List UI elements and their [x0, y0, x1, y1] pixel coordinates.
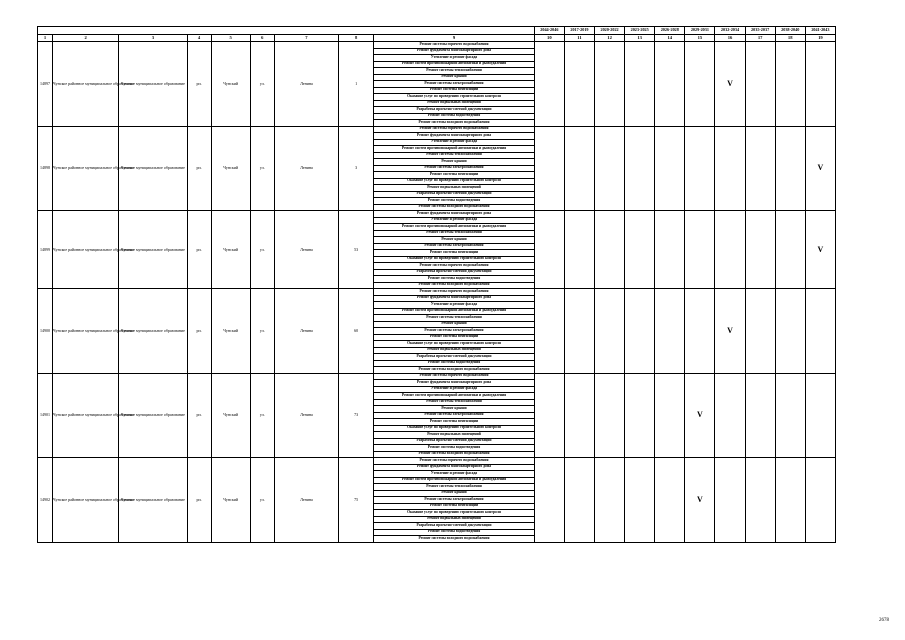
work-type-cell: Ремонт системы горячего водоснабжения — [374, 42, 535, 49]
work-type-cell: Оказание услуг по проведению строительного контроля — [374, 178, 535, 185]
settlement-cell: Чунское муниципальное образование — [119, 42, 187, 127]
schedule-cell — [564, 458, 594, 543]
work-type-cell: Ремонт системы водоотведения — [374, 445, 535, 452]
period-header: 2029-2031 — [685, 27, 715, 35]
work-type-cell: Утепление и ремонт фасада — [374, 386, 535, 393]
work-type-cell: Ремонт системы вентиляции — [374, 334, 535, 341]
schedule-cell — [745, 126, 775, 211]
column-number: 14 — [655, 35, 685, 42]
column-number: 9 — [374, 35, 535, 42]
work-type-cell: Ремонт крыши — [374, 406, 535, 413]
work-type-cell: Ремонт системы холодного водоснабжения — [374, 367, 535, 374]
street-type-cell: ул. — [250, 373, 274, 458]
schedule-cell — [595, 458, 625, 543]
schedule-cell — [655, 42, 685, 127]
settlement-type-cell: рп. — [187, 373, 211, 458]
column-number: 10 — [534, 35, 564, 42]
work-type-cell: Ремонт систем противопожарной автоматики и дымоудаления — [374, 146, 535, 153]
work-type-cell: Ремонт фундамента многоквартирного дома — [374, 48, 535, 55]
work-type-cell: Ремонт системы холодного водоснабжения — [374, 451, 535, 458]
work-type-cell: Оказание услуг по проведению строительного контроля — [374, 341, 535, 348]
schedule-mark: V — [685, 458, 715, 543]
municipality-cell: Чунское районное муниципальное образование — [53, 126, 119, 211]
schedule-cell — [775, 126, 805, 211]
schedule-cell — [775, 289, 805, 374]
schedule-cell — [564, 211, 594, 289]
schedule-cell — [745, 211, 775, 289]
work-type-cell: Ремонт крыши — [374, 237, 535, 244]
work-type-cell: Ремонт подвальных помещений — [374, 347, 535, 354]
schedule-cell — [534, 373, 564, 458]
street-cell: Ленина — [274, 211, 338, 289]
work-type-cell: Ремонт системы теплоснабжения — [374, 315, 535, 322]
column-number: 7 — [274, 35, 338, 42]
work-type-cell: Ремонт системы теплоснабжения — [374, 152, 535, 159]
work-type-cell: Разработка проектно-сметной документации — [374, 107, 535, 114]
schedule-cell — [805, 373, 835, 458]
house-number-cell: 73 — [339, 373, 374, 458]
period-header: 2026-2028 — [655, 27, 685, 35]
column-number: 15 — [685, 35, 715, 42]
schedule-cell — [745, 373, 775, 458]
schedule-mark: V — [805, 126, 835, 211]
column-number: 8 — [339, 35, 374, 42]
schedule-cell — [715, 211, 745, 289]
schedule-cell — [775, 458, 805, 543]
house-number-cell: 60 — [339, 289, 374, 374]
schedule-cell — [655, 289, 685, 374]
work-type-cell: Ремонт системы вентиляции — [374, 503, 535, 510]
record-id: 14900 — [38, 289, 53, 374]
street-type-cell: ул. — [250, 42, 274, 127]
schedule-cell — [745, 289, 775, 374]
settlement-name-cell: Чунский — [211, 373, 250, 458]
work-type-cell: Утепление и ремонт фасада — [374, 302, 535, 309]
column-number-row — [38, 35, 836, 42]
column-number: 5 — [211, 35, 250, 42]
settlement-cell: Чунское муниципальное образование — [119, 373, 187, 458]
street-type-cell: ул. — [250, 289, 274, 374]
column-number: 19 — [805, 35, 835, 42]
street-cell: Ленина — [274, 42, 338, 127]
schedule-cell — [715, 126, 745, 211]
work-type-cell: Ремонт систем противопожарной автоматики и дымоудаления — [374, 308, 535, 315]
period-header: 2038-2040 — [775, 27, 805, 35]
schedule-cell — [625, 126, 655, 211]
schedule-cell — [715, 373, 745, 458]
work-type-cell: Ремонт системы горячего водоснабжения — [374, 458, 535, 465]
work-type-cell: Ремонт системы электроснабжения — [374, 165, 535, 172]
work-type-cell: Разработка проектно-сметной документации — [374, 269, 535, 276]
header-blank — [38, 27, 535, 35]
work-type-cell: Ремонт системы электроснабжения — [374, 243, 535, 250]
column-number: 6 — [250, 35, 274, 42]
record-id: 14902 — [38, 458, 53, 543]
work-type-cell: Ремонт фундамента многоквартирного дома — [374, 211, 535, 218]
work-type-cell: Ремонт системы водоотведения — [374, 113, 535, 120]
work-type-cell: Ремонт крыши — [374, 490, 535, 497]
settlement-cell: Чунское муниципальное образование — [119, 289, 187, 374]
work-type-cell: Разработка проектно-сметной документации — [374, 438, 535, 445]
work-type-cell: Ремонт крыши — [374, 159, 535, 166]
street-type-cell: ул. — [250, 458, 274, 543]
schedule-cell — [595, 211, 625, 289]
work-type-cell: Ремонт крыши — [374, 74, 535, 81]
schedule-cell — [595, 289, 625, 374]
street-cell: Ленина — [274, 458, 338, 543]
work-type-cell: Ремонт системы холодного водоснабжения — [374, 120, 535, 127]
settlement-type-cell: рп. — [187, 126, 211, 211]
schedule-cell — [534, 458, 564, 543]
work-type-cell: Ремонт подвальных помещений — [374, 432, 535, 439]
column-number: 17 — [745, 35, 775, 42]
schedule-cell — [625, 458, 655, 543]
work-type-cell: Оказание услуг по проведению строительного контроля — [374, 425, 535, 432]
schedule-cell — [564, 126, 594, 211]
settlement-name-cell: Чунский — [211, 211, 250, 289]
work-type-cell: Ремонт крыши — [374, 321, 535, 328]
street-type-cell: ул. — [250, 211, 274, 289]
work-type-cell: Ремонт системы вентиляции — [374, 172, 535, 179]
work-type-cell: Ремонт системы теплоснабжения — [374, 399, 535, 406]
settlement-cell: Чунское муниципальное образование — [119, 211, 187, 289]
municipality-cell: Чунское районное муниципальное образование — [53, 289, 119, 374]
work-type-cell: Ремонт системы вентиляции — [374, 419, 535, 426]
schedule-cell — [564, 289, 594, 374]
schedule-cell — [655, 373, 685, 458]
work-type-cell: Ремонт подвальных помещений — [374, 516, 535, 523]
work-type-cell: Ремонт системы водоотведения — [374, 529, 535, 536]
work-type-cell: Ремонт систем противопожарной автоматики и дымоудаления — [374, 224, 535, 231]
column-number: 13 — [625, 35, 655, 42]
work-type-cell: Ремонт системы холодного водоснабжения — [374, 536, 535, 543]
column-number: 3 — [119, 35, 187, 42]
work-type-cell: Утепление и ремонт фасада — [374, 217, 535, 224]
schedule-cell — [534, 126, 564, 211]
schedule-cell — [775, 373, 805, 458]
work-type-cell: Ремонт системы теплоснабжения — [374, 230, 535, 237]
municipality-cell: Чунское районное муниципальное образование — [53, 42, 119, 127]
house-number-cell: 3 — [339, 126, 374, 211]
settlement-cell: Чунское муниципальное образование — [119, 126, 187, 211]
street-type-cell: ул. — [250, 126, 274, 211]
column-number: 18 — [775, 35, 805, 42]
record-id: 14901 — [38, 373, 53, 458]
work-type-cell: Ремонт системы горячего водоснабжения — [374, 289, 535, 296]
schedule-cell — [775, 42, 805, 127]
municipality-cell: Чунское районное муниципальное образование — [53, 373, 119, 458]
settlement-cell: Чунское муниципальное образование — [119, 458, 187, 543]
settlement-type-cell: рп. — [187, 42, 211, 127]
schedule-cell — [595, 373, 625, 458]
capital-repair-schedule-table — [37, 26, 836, 543]
work-type-cell: Ремонт системы холодного водоснабжения — [374, 282, 535, 289]
work-type-cell: Утепление и ремонт фасада — [374, 471, 535, 478]
schedule-cell — [655, 458, 685, 543]
work-type-cell: Ремонт системы теплоснабжения — [374, 484, 535, 491]
work-type-cell: Ремонт фундамента многоквартирного дома — [374, 464, 535, 471]
work-type-cell: Ремонт системы электроснабжения — [374, 81, 535, 88]
schedule-cell — [534, 289, 564, 374]
schedule-mark: V — [685, 373, 715, 458]
settlement-type-cell: рп. — [187, 211, 211, 289]
settlement-type-cell: рп. — [187, 458, 211, 543]
street-cell: Ленина — [274, 373, 338, 458]
schedule-cell — [685, 211, 715, 289]
schedule-cell — [805, 458, 835, 543]
work-type-cell: Ремонт фундамента многоквартирного дома — [374, 133, 535, 140]
period-header: 2017-2019 — [564, 27, 594, 35]
schedule-cell — [805, 42, 835, 127]
municipality-cell: Чунское районное муниципальное образование — [53, 458, 119, 543]
municipality-cell: Чунское районное муниципальное образование — [53, 211, 119, 289]
schedule-cell — [595, 126, 625, 211]
work-type-cell: Разработка проектно-сметной документации — [374, 354, 535, 361]
period-header: 2035-2037 — [745, 27, 775, 35]
schedule-cell — [625, 373, 655, 458]
work-type-cell: Ремонт системы водоотведения — [374, 360, 535, 367]
work-type-cell: Ремонт подвальных помещений — [374, 100, 535, 107]
settlement-name-cell: Чунский — [211, 289, 250, 374]
street-cell: Ленина — [274, 126, 338, 211]
work-type-cell: Ремонт системы теплоснабжения — [374, 68, 535, 75]
record-id: 14898 — [38, 126, 53, 211]
work-type-cell: Ремонт системы горячего водоснабжения — [374, 373, 535, 380]
record-id: 14897 — [38, 42, 53, 127]
schedule-cell — [655, 211, 685, 289]
schedule-cell — [625, 289, 655, 374]
work-type-cell: Ремонт фундамента многоквартирного дома — [374, 380, 535, 387]
work-type-cell: Утепление и ремонт фасада — [374, 139, 535, 146]
schedule-cell — [805, 289, 835, 374]
page-number: 2678 — [879, 618, 889, 623]
period-header: 2023-2025 — [625, 27, 655, 35]
schedule-cell — [564, 42, 594, 127]
schedule-cell — [745, 42, 775, 127]
schedule-mark: V — [805, 211, 835, 289]
work-type-cell: Утепление и ремонт фасада — [374, 55, 535, 62]
work-type-cell: Ремонт системы электроснабжения — [374, 328, 535, 335]
street-cell: Ленина — [274, 289, 338, 374]
schedule-cell — [534, 42, 564, 127]
house-number-cell: 75 — [339, 458, 374, 543]
column-number: 1 — [38, 35, 53, 42]
settlement-type-cell: рп. — [187, 289, 211, 374]
column-number: 12 — [595, 35, 625, 42]
column-number: 2 — [53, 35, 119, 42]
work-type-cell: Разработка проектно-сметной документации — [374, 191, 535, 198]
work-type-cell: Ремонт системы водоотведения — [374, 276, 535, 283]
schedule-cell — [625, 211, 655, 289]
work-type-cell: Оказание услуг по проведению строительного контроля — [374, 94, 535, 101]
work-type-cell: Ремонт фундамента многоквартирного дома — [374, 295, 535, 302]
schedule-cell — [564, 373, 594, 458]
schedule-mark: V — [715, 289, 745, 374]
work-type-cell: Ремонт системы горячего водоснабжения — [374, 263, 535, 270]
work-type-cell: Ремонт системы водоотведения — [374, 198, 535, 205]
work-type-cell: Ремонт систем противопожарной автоматики и дымоудаления — [374, 477, 535, 484]
work-type-cell: Ремонт системы электроснабжения — [374, 497, 535, 504]
schedule-cell — [655, 126, 685, 211]
schedule-cell — [775, 211, 805, 289]
work-type-cell: Ремонт системы горячего водоснабжения — [374, 126, 535, 133]
work-type-cell: Оказание услуг по проведению строительного контроля — [374, 510, 535, 517]
record-id: 14899 — [38, 211, 53, 289]
column-number: 11 — [564, 35, 594, 42]
schedule-cell — [685, 289, 715, 374]
schedule-cell — [625, 42, 655, 127]
work-type-cell: Ремонт подвальных помещений — [374, 185, 535, 192]
period-header: 2032-2034 — [715, 27, 745, 35]
schedule-cell — [715, 458, 745, 543]
schedule-mark: V — [715, 42, 745, 127]
column-number: 16 — [715, 35, 745, 42]
work-type-cell: Ремонт системы холодного водоснабжения — [374, 204, 535, 211]
work-type-cell: Ремонт системы вентиляции — [374, 250, 535, 257]
work-type-cell: Ремонт систем противопожарной автоматики и дымоудаления — [374, 61, 535, 68]
house-number-cell: 1 — [339, 42, 374, 127]
work-type-cell: Ремонт системы вентиляции — [374, 87, 535, 94]
period-header-row — [38, 27, 836, 35]
column-number: 4 — [187, 35, 211, 42]
work-type-cell: Ремонт систем противопожарной автоматики и дымоудаления — [374, 393, 535, 400]
work-type-cell: Ремонт системы электроснабжения — [374, 412, 535, 419]
period-header: 2044-2046 — [534, 27, 564, 35]
period-header: 2020-2022 — [595, 27, 625, 35]
schedule-cell — [685, 42, 715, 127]
schedule-cell — [685, 126, 715, 211]
settlement-name-cell: Чунский — [211, 42, 250, 127]
schedule-cell — [595, 42, 625, 127]
settlement-name-cell: Чунский — [211, 458, 250, 543]
work-type-cell: Оказание услуг по проведению строительного контроля — [374, 256, 535, 263]
settlement-name-cell: Чунский — [211, 126, 250, 211]
house-number-cell: 53 — [339, 211, 374, 289]
schedule-cell — [745, 458, 775, 543]
schedule-cell — [534, 211, 564, 289]
work-type-cell: Разработка проектно-сметной документации — [374, 523, 535, 530]
period-header: 2041-2043 — [805, 27, 835, 35]
